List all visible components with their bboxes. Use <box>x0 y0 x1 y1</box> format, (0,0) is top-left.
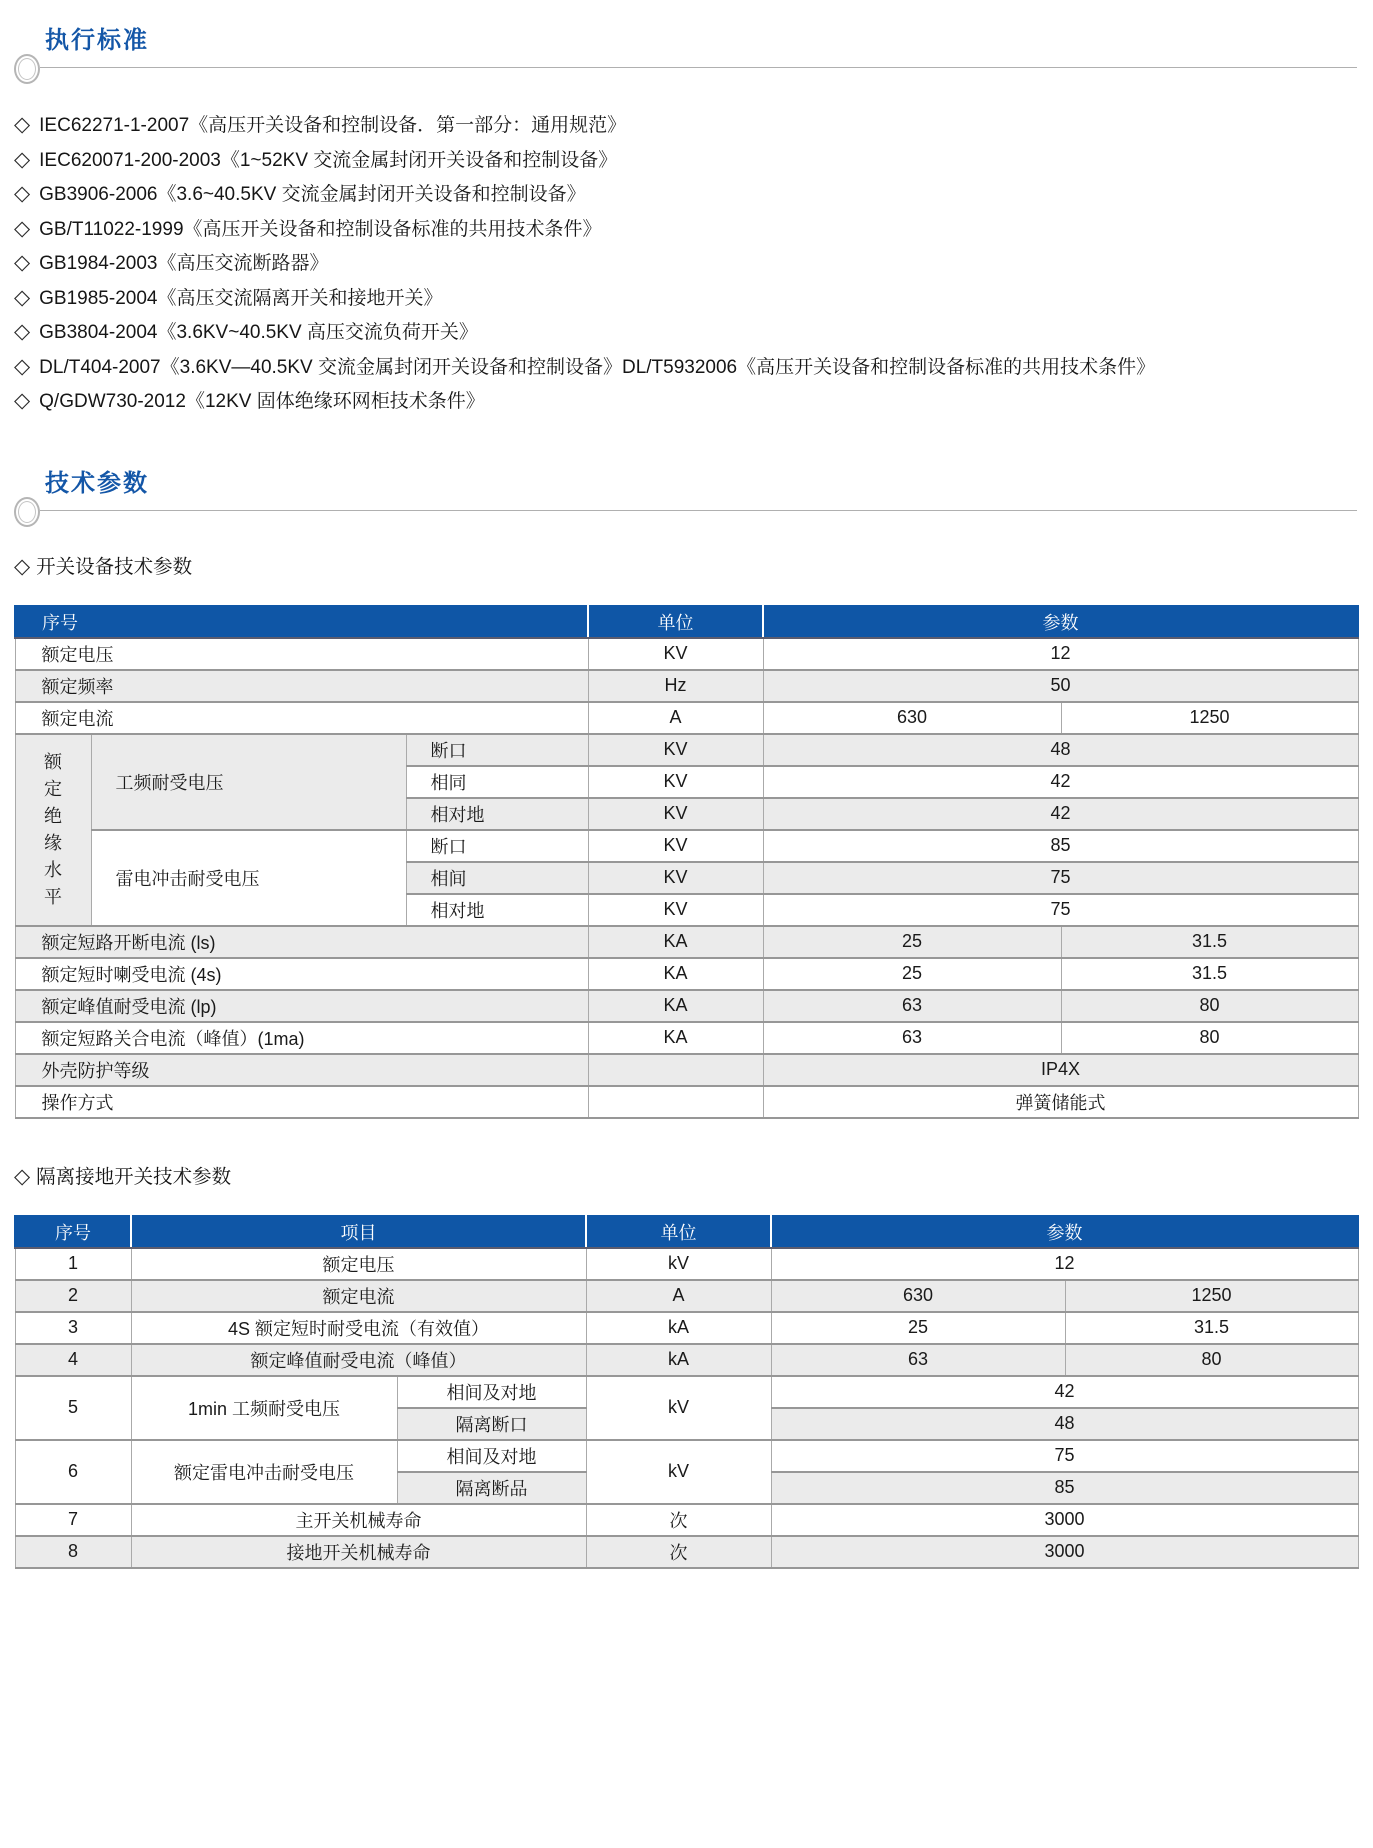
label-cell: 额定短路开断电流 (ls) <box>15 926 588 958</box>
unit-cell: KV <box>588 766 763 798</box>
divider-line <box>40 510 1357 511</box>
unit-cell: kV <box>586 1440 771 1504</box>
standard-item <box>14 212 1357 247</box>
value-cell: 31.5 <box>1061 958 1358 990</box>
unit-cell <box>588 1086 763 1118</box>
table-header-row <box>15 606 1358 638</box>
value-cell: 75 <box>763 862 1358 894</box>
value-cell: 63 <box>763 990 1061 1022</box>
subsection-title: 开关设备技术参数 <box>36 555 193 578</box>
value-cell: 80 <box>1061 1022 1358 1054</box>
standard-text: Q/GDW730-2012《12KV 固体绝缘环网柜技术条件》 <box>39 391 485 412</box>
unit-cell: kA <box>586 1312 771 1344</box>
value-cell: IP4X <box>763 1054 1358 1086</box>
header-cell-param: 参数 <box>771 1216 1358 1248</box>
unit-cell: KA <box>588 990 763 1022</box>
table-row <box>15 638 1358 670</box>
standard-item <box>14 350 1357 385</box>
standard-item <box>14 384 1357 419</box>
value-cell: 80 <box>1061 990 1358 1022</box>
value-cell: 3000 <box>771 1504 1358 1536</box>
value-cell: 3000 <box>771 1536 1358 1568</box>
label-cell: 额定短时喇受电流 (4s) <box>15 958 588 990</box>
item-cell: 额定电压 <box>131 1248 586 1280</box>
unit-cell: KV <box>588 734 763 766</box>
sub-item-cell: 隔离断口 <box>397 1408 586 1440</box>
unit-cell: KA <box>588 926 763 958</box>
divider-line <box>40 67 1357 68</box>
unit-cell: KA <box>588 1022 763 1054</box>
diamond-bullet-icon: ◇ <box>14 285 31 309</box>
value-cell: 31.5 <box>1061 926 1358 958</box>
standards-list <box>14 108 1357 419</box>
subsection-switchgear-params <box>14 555 1357 579</box>
label-cell: 额定电流 <box>15 702 588 734</box>
item-cell: 主开关机械寿命 <box>131 1504 586 1536</box>
value-cell: 75 <box>763 894 1358 926</box>
standard-text: IEC620071-200-2003《1~52KV 交流金属封闭开关设备和控制设备》 <box>39 149 618 171</box>
standard-text: IEC62271-1-2007《高压开关设备和控制设备．第一部分：通用规范》 <box>39 115 627 136</box>
section-divider <box>14 501 1357 531</box>
table-row <box>15 1312 1358 1344</box>
diamond-bullet-icon: ◇ <box>14 554 31 578</box>
value-cell: 25 <box>763 958 1061 990</box>
value-cell: 1250 <box>1061 702 1358 734</box>
table-row <box>15 1248 1358 1280</box>
unit-cell: A <box>588 702 763 734</box>
subsection-title: 隔离接地开关技术参数 <box>36 1165 232 1188</box>
value-cell: 1250 <box>1065 1280 1358 1312</box>
diamond-bullet-icon: ◇ <box>14 320 31 343</box>
unit-cell: A <box>586 1280 771 1312</box>
header-cell-unit: 单位 <box>588 606 763 638</box>
header-cell-index: 序号 <box>15 1216 131 1248</box>
unit-cell: KV <box>588 638 763 670</box>
value-cell: 75 <box>771 1440 1358 1472</box>
standard-text: GB3804-2004《3.6KV~40.5KV 高压交流负荷开关》 <box>39 322 478 343</box>
value-cell: 48 <box>763 734 1358 766</box>
sub-item-cell: 相间及对地 <box>397 1440 586 1472</box>
table-row <box>15 1344 1358 1376</box>
item-cell: 1min 工频耐受电压 <box>131 1376 397 1440</box>
sub-item-cell: 相间及对地 <box>397 1376 586 1408</box>
table-row <box>15 1440 1358 1472</box>
standard-text: GB1984-2003《高压交流断路器》 <box>39 253 329 274</box>
subgroup-label-cell: 雷电冲击耐受电压 <box>91 830 406 926</box>
value-cell: 25 <box>763 926 1061 958</box>
double-ring-icon <box>14 497 40 527</box>
item-cell: 额定雷电冲击耐受电压 <box>131 1440 397 1504</box>
switchgear-params-table <box>14 605 1359 1119</box>
table-header-row <box>15 1216 1358 1248</box>
index-cell: 1 <box>15 1248 131 1280</box>
group-label-cell: 额定绝缘水平 <box>15 734 91 926</box>
section-execution-standards <box>14 26 1357 419</box>
table-row <box>15 1054 1358 1086</box>
item-cell: 相对地 <box>406 894 588 926</box>
label-cell: 操作方式 <box>15 1086 588 1118</box>
value-cell: 弹簧储能式 <box>763 1086 1358 1118</box>
standard-item <box>14 177 1357 212</box>
header-cell-item: 项目 <box>131 1216 586 1248</box>
table-row <box>15 1376 1358 1408</box>
standard-item <box>14 246 1357 281</box>
value-cell: 48 <box>771 1408 1358 1440</box>
header-cell-index: 序号 <box>15 606 588 638</box>
diamond-bullet-icon: ◇ <box>14 354 31 378</box>
table-row <box>15 958 1358 990</box>
standard-item <box>14 281 1357 316</box>
disconnector-params-table <box>14 1215 1359 1569</box>
sub-item-cell: 隔离断品 <box>397 1472 586 1504</box>
index-cell: 5 <box>15 1376 131 1440</box>
value-cell: 42 <box>771 1376 1358 1408</box>
table-row <box>15 1086 1358 1118</box>
section-divider <box>14 58 1357 88</box>
header-cell-unit: 单位 <box>586 1216 771 1248</box>
value-cell: 85 <box>771 1472 1358 1504</box>
item-cell: 断口 <box>406 830 588 862</box>
value-cell: 31.5 <box>1065 1312 1358 1344</box>
table-row <box>15 830 1358 862</box>
label-cell: 额定频率 <box>15 670 588 702</box>
unit-cell: KV <box>588 862 763 894</box>
item-cell: 断口 <box>406 734 588 766</box>
value-cell: 12 <box>771 1248 1358 1280</box>
index-cell: 7 <box>15 1504 131 1536</box>
unit-cell <box>588 1054 763 1086</box>
standard-text: GB3906-2006《3.6~40.5KV 交流金属封闭开关设备和控制设备》 <box>39 184 586 205</box>
item-cell: 相对地 <box>406 798 588 830</box>
standard-item <box>14 108 1357 143</box>
table-row <box>15 1280 1358 1312</box>
unit-cell: kV <box>586 1376 771 1440</box>
index-cell: 3 <box>15 1312 131 1344</box>
value-cell: 42 <box>763 766 1358 798</box>
item-cell: 接地开关机械寿命 <box>131 1536 586 1568</box>
diamond-bullet-icon: ◇ <box>14 251 31 274</box>
diamond-bullet-icon: ◇ <box>14 113 31 136</box>
value-cell: 63 <box>771 1344 1065 1376</box>
item-cell: 额定电流 <box>131 1280 586 1312</box>
standard-text: GB/T11022-1999《高压开关设备和控制设备标准的共用技术条件》 <box>39 218 602 240</box>
table-row <box>15 702 1358 734</box>
unit-cell: KA <box>588 958 763 990</box>
diamond-bullet-icon: ◇ <box>14 216 31 240</box>
value-cell: 50 <box>763 670 1358 702</box>
table-row <box>15 1504 1358 1536</box>
value-cell: 25 <box>771 1312 1065 1344</box>
value-cell: 630 <box>771 1280 1065 1312</box>
index-cell: 2 <box>15 1280 131 1312</box>
label-cell: 额定峰值耐受电流 (lp) <box>15 990 588 1022</box>
label-cell: 额定电压 <box>15 638 588 670</box>
item-cell: 相同 <box>406 766 588 798</box>
value-cell: 630 <box>763 702 1061 734</box>
index-cell: 4 <box>15 1344 131 1376</box>
standard-item <box>14 143 1357 178</box>
unit-cell: kV <box>586 1248 771 1280</box>
diamond-bullet-icon: ◇ <box>14 147 31 171</box>
header-cell-param: 参数 <box>763 606 1358 638</box>
diamond-bullet-icon: ◇ <box>14 389 31 412</box>
table-row <box>15 734 1358 766</box>
value-cell: 12 <box>763 638 1358 670</box>
index-cell: 8 <box>15 1536 131 1568</box>
label-cell: 外壳防护等级 <box>15 1054 588 1086</box>
double-ring-icon <box>14 54 40 84</box>
table-row <box>15 926 1358 958</box>
value-cell: 80 <box>1065 1344 1358 1376</box>
unit-cell: Hz <box>588 670 763 702</box>
table-row <box>15 990 1358 1022</box>
table-row <box>15 1022 1358 1054</box>
standard-text: DL/T404-2007《3.6KV—40.5KV 交流金属封闭开关设备和控制设备》DL/T5932006《高压开关设备和控制设备标准的共用技术条件》 <box>39 356 1156 378</box>
section-technical-parameters <box>14 469 1357 1569</box>
diamond-bullet-icon: ◇ <box>14 182 31 205</box>
unit-cell: KV <box>588 798 763 830</box>
index-cell: 6 <box>15 1440 131 1504</box>
item-cell: 相间 <box>406 862 588 894</box>
subgroup-label-cell: 工频耐受电压 <box>91 734 406 830</box>
unit-cell: 次 <box>586 1504 771 1536</box>
section-title-execution-standards: 执行标准 <box>45 27 149 54</box>
unit-cell: KV <box>588 830 763 862</box>
table-row <box>15 1536 1358 1568</box>
unit-cell: KV <box>588 894 763 926</box>
value-cell: 63 <box>763 1022 1061 1054</box>
table-row <box>15 670 1358 702</box>
value-cell: 85 <box>763 830 1358 862</box>
value-cell: 42 <box>763 798 1358 830</box>
unit-cell: kA <box>586 1344 771 1376</box>
section-title-technical-parameters: 技术参数 <box>45 469 149 497</box>
standard-item <box>14 315 1357 350</box>
subsection-disconnector-params <box>14 1165 1357 1189</box>
unit-cell: 次 <box>586 1536 771 1568</box>
item-cell: 4S 额定短时耐受电流（有效值） <box>131 1312 586 1344</box>
standard-text: GB1985-2004《高压交流隔离开关和接地开关》 <box>39 287 443 309</box>
label-cell: 额定短路关合电流（峰值）(1ma) <box>15 1022 588 1054</box>
diamond-bullet-icon: ◇ <box>14 1164 31 1188</box>
item-cell: 额定峰值耐受电流（峰值） <box>131 1344 586 1376</box>
